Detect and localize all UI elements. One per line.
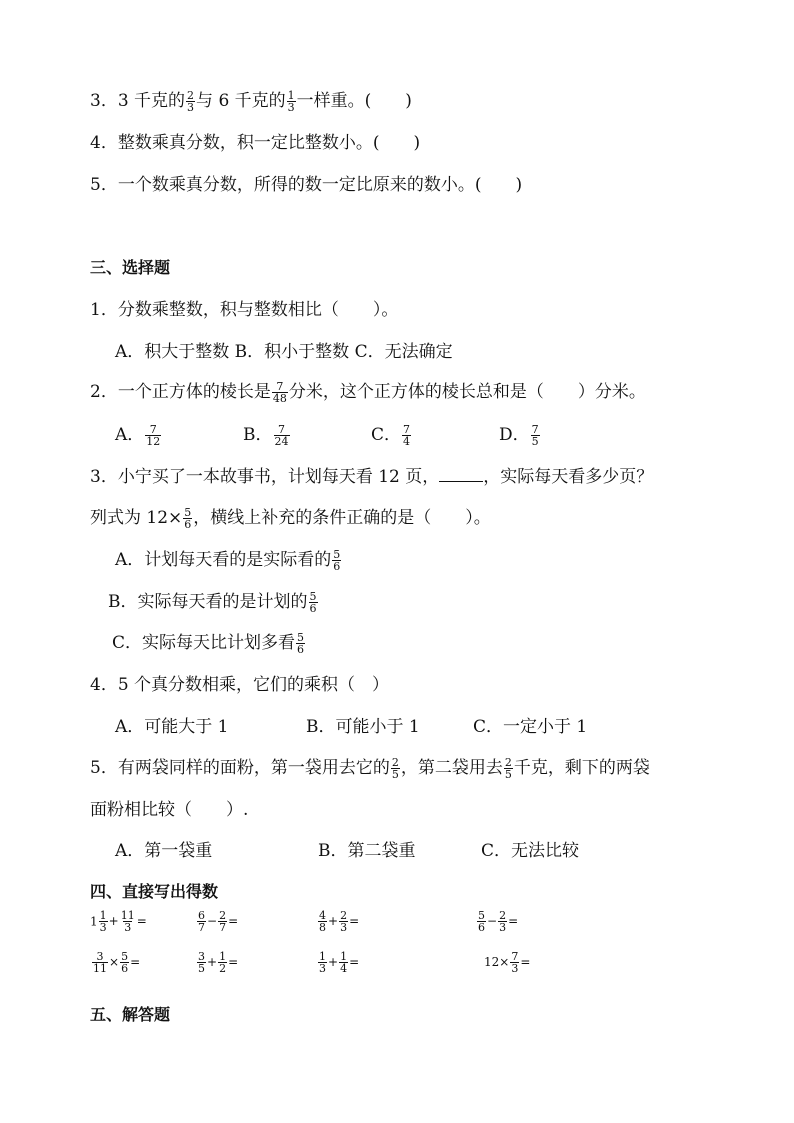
choice-question-2-option-c: C． $\frac{7}{4}$ <box>371 423 411 448</box>
section-title-word-problems: 五、解答题 <box>90 1005 171 1024</box>
tf-question-5: 5．一个数乘真分数，所得的数一定比原来的数小。( ) <box>90 175 523 195</box>
choice-question-4-option-b: B．可能小于 1 <box>306 717 420 737</box>
choice-question-4-option-a: A．可能大于 1 <box>115 717 229 737</box>
section-title-choice: 三、选择题 <box>90 258 171 277</box>
fraction: $\frac{7}{48}$ <box>272 380 287 405</box>
tf-question-3: 3．3 千克的 $\frac{2}{3}$ 与 6 千克的 $\frac{1}{3}$ 一样重。( ) <box>90 89 412 114</box>
fraction: $\frac{2}{3}$ <box>187 89 195 114</box>
choice-question-1-options: A．积大于整数 B．积小于整数 C．无法确定 <box>115 342 453 362</box>
choice-question-2: 2．一个正方体的棱长是 $\frac{7}{48}$ 分米，这个正方体的棱长总和是（ ）分米。 <box>90 380 646 405</box>
choice-question-3-option-c: C．实际每天比计划多看 $\frac{5}{6}$ <box>112 631 305 656</box>
choice-question-3-line2: 列式为 12× $\frac{5}{6}$ ，横线上补充的条件正确的是（ ）。 <box>90 506 491 531</box>
choice-question-5-line2: 面粉相比较（ ）. <box>90 800 249 820</box>
choice-question-5-option-b: B．第二袋重 <box>318 841 416 861</box>
expression-6: $\frac{3}{5}$ + $\frac{1}{2}$ = <box>198 950 239 975</box>
tf-question-4: 4．整数乘真分数，积一定比整数小。( ) <box>90 133 421 153</box>
choice-question-4: 4．5 个真分数相乘，它们的乘积（ ） <box>90 675 390 695</box>
choice-question-5-option-c: C．无法比较 <box>481 841 580 861</box>
choice-question-5-line1: 5．有两袋同样的面粉，第一袋用去它的 $\frac{2}{5}$ ，第二袋用去 $\frac{2}{5}$ 千克，剩下的两袋 <box>90 756 650 781</box>
section-title-mental-math: 四、直接写出得数 <box>90 882 219 901</box>
expression-7: $\frac{1}{3}$ + $\frac{1}{4}$ = <box>319 950 360 975</box>
fraction: $\frac{1}{3}$ <box>287 89 295 114</box>
expression-8: 12× $\frac{7}{3}$ = <box>484 950 531 975</box>
expression-1: 1 $\frac{1}{3}$ + $\frac{11}{3}$ = <box>90 909 147 934</box>
expression-3: $\frac{4}{8}$ + $\frac{2}{3}$ = <box>319 909 360 934</box>
expression-4: $\frac{5}{6}$ − $\frac{2}{3}$ = <box>478 909 519 934</box>
choice-question-2-option-a: A． $\frac{7}{12}$ <box>115 423 161 448</box>
choice-question-1: 1．分数乘整数，积与整数相比（ ）。 <box>90 300 399 320</box>
choice-question-3-line1: 3．小宁买了一本故事书，计划每天看 12 页， ，实际每天看多少页？ <box>90 467 654 487</box>
choice-question-2-option-d: D． $\frac{7}{5}$ <box>499 423 539 448</box>
expression-5: $\frac{3}{11}$ × $\frac{5}{6}$ = <box>93 950 141 975</box>
choice-question-4-option-c: C．一定小于 1 <box>473 717 588 737</box>
choice-question-2-option-b: B． $\frac{7}{24}$ <box>243 423 289 448</box>
expression-2: $\frac{6}{7}$ − $\frac{2}{7}$ = <box>198 909 239 934</box>
choice-question-5-option-a: A．第一袋重 <box>115 841 213 861</box>
choice-question-3-option-a: A．计划每天看的是实际看的 $\frac{5}{6}$ <box>115 548 341 573</box>
answer-blank <box>439 467 483 482</box>
choice-question-3-option-b: B．实际每天看的是计划的 $\frac{5}{6}$ <box>108 590 317 615</box>
